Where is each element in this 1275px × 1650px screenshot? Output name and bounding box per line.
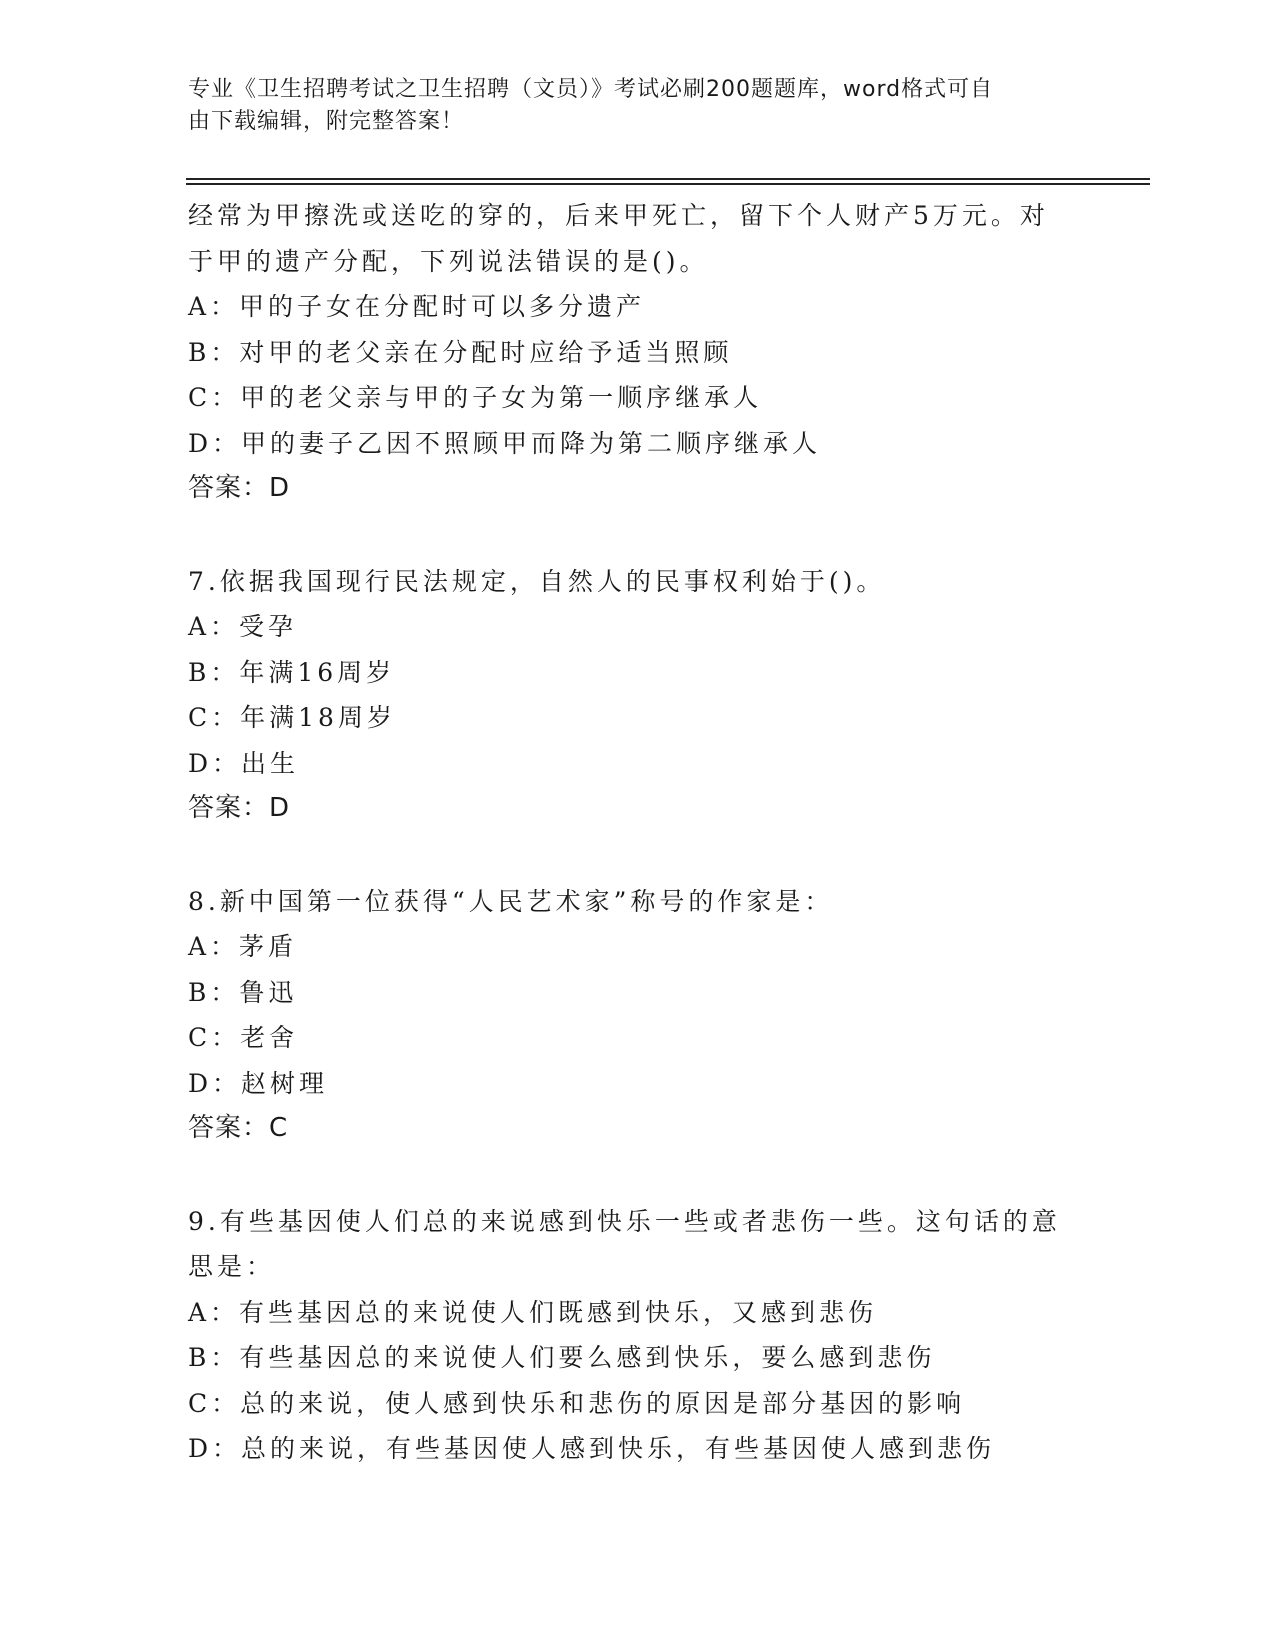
question-text: 8.新中国第一位获得“人民艺术家”称号的作家是： xyxy=(188,886,834,916)
question-7 xyxy=(188,559,1088,832)
option-b: B：有些基因总的来说使人们要么感到快乐，要么感到悲伤 xyxy=(188,1343,936,1372)
option-a: A：甲的子女在分配时可以多分遗产 xyxy=(188,292,646,321)
option-a: A：有些基因总的来说使人们既感到快乐，又感到悲伤 xyxy=(188,1297,878,1327)
option-d: D：赵树理 xyxy=(188,1068,329,1098)
question-9 xyxy=(188,1199,1088,1472)
option-b: B：对甲的老父亲在分配时应给予适当照顾 xyxy=(188,337,733,367)
option-c: C：总的来说，使人感到快乐和悲伤的原因是部分基因的影响 xyxy=(188,1388,966,1418)
answer-label: 答案：C xyxy=(188,1113,289,1143)
header-title-line-1: 专业《卫生招聘考试之卫生招聘（文员）》考试必刷200题题库，word格式可自 xyxy=(188,77,994,102)
option-b: B：年满16周岁 xyxy=(188,657,396,687)
question-text: 9.有些基因使人们总的来说感到快乐一些或者悲伤一些。这句话的意 xyxy=(188,1206,1061,1236)
option-d: D：甲的妻子乙因不照顾甲而降为第二顺序继承人 xyxy=(188,428,822,458)
question-list xyxy=(188,193,1088,1472)
option-c: C：老舍 xyxy=(188,1023,299,1052)
option-a: A：受孕 xyxy=(188,612,298,641)
option-d: D：出生 xyxy=(188,748,300,778)
option-d: D：总的来说，有些基因使人感到快乐，有些基因使人感到悲伤 xyxy=(188,1434,996,1463)
option-c: C：甲的老父亲与甲的子女为第一顺序继承人 xyxy=(188,383,763,412)
header-divider-top xyxy=(186,178,1150,180)
answer-label: 答案：D xyxy=(188,473,291,503)
question-8 xyxy=(188,879,1088,1152)
option-a: A：茅盾 xyxy=(188,932,298,961)
question-6 xyxy=(188,193,1088,512)
header-divider-bottom xyxy=(186,183,1150,185)
question-text: 7.依据我国现行民法规定，自然人的民事权利始于()。 xyxy=(188,566,886,596)
header-title-line-2: 由下载编辑，附完整答案！ xyxy=(188,109,465,134)
option-b: B：鲁迅 xyxy=(188,977,298,1007)
spacer xyxy=(188,832,1088,879)
question-text: 思是： xyxy=(188,1252,276,1281)
answer-label: 答案：D xyxy=(188,793,291,823)
document-header xyxy=(188,74,1068,138)
spacer xyxy=(188,1152,1088,1199)
option-c: C：年满18周岁 xyxy=(188,703,396,732)
question-text: 经常为甲擦洗或送吃的穿的，后来甲死亡，留下个人财产5万元。对 xyxy=(188,201,1049,230)
question-text: 于甲的遗产分配，下列说法错误的是()。 xyxy=(188,246,709,276)
spacer xyxy=(188,512,1088,559)
